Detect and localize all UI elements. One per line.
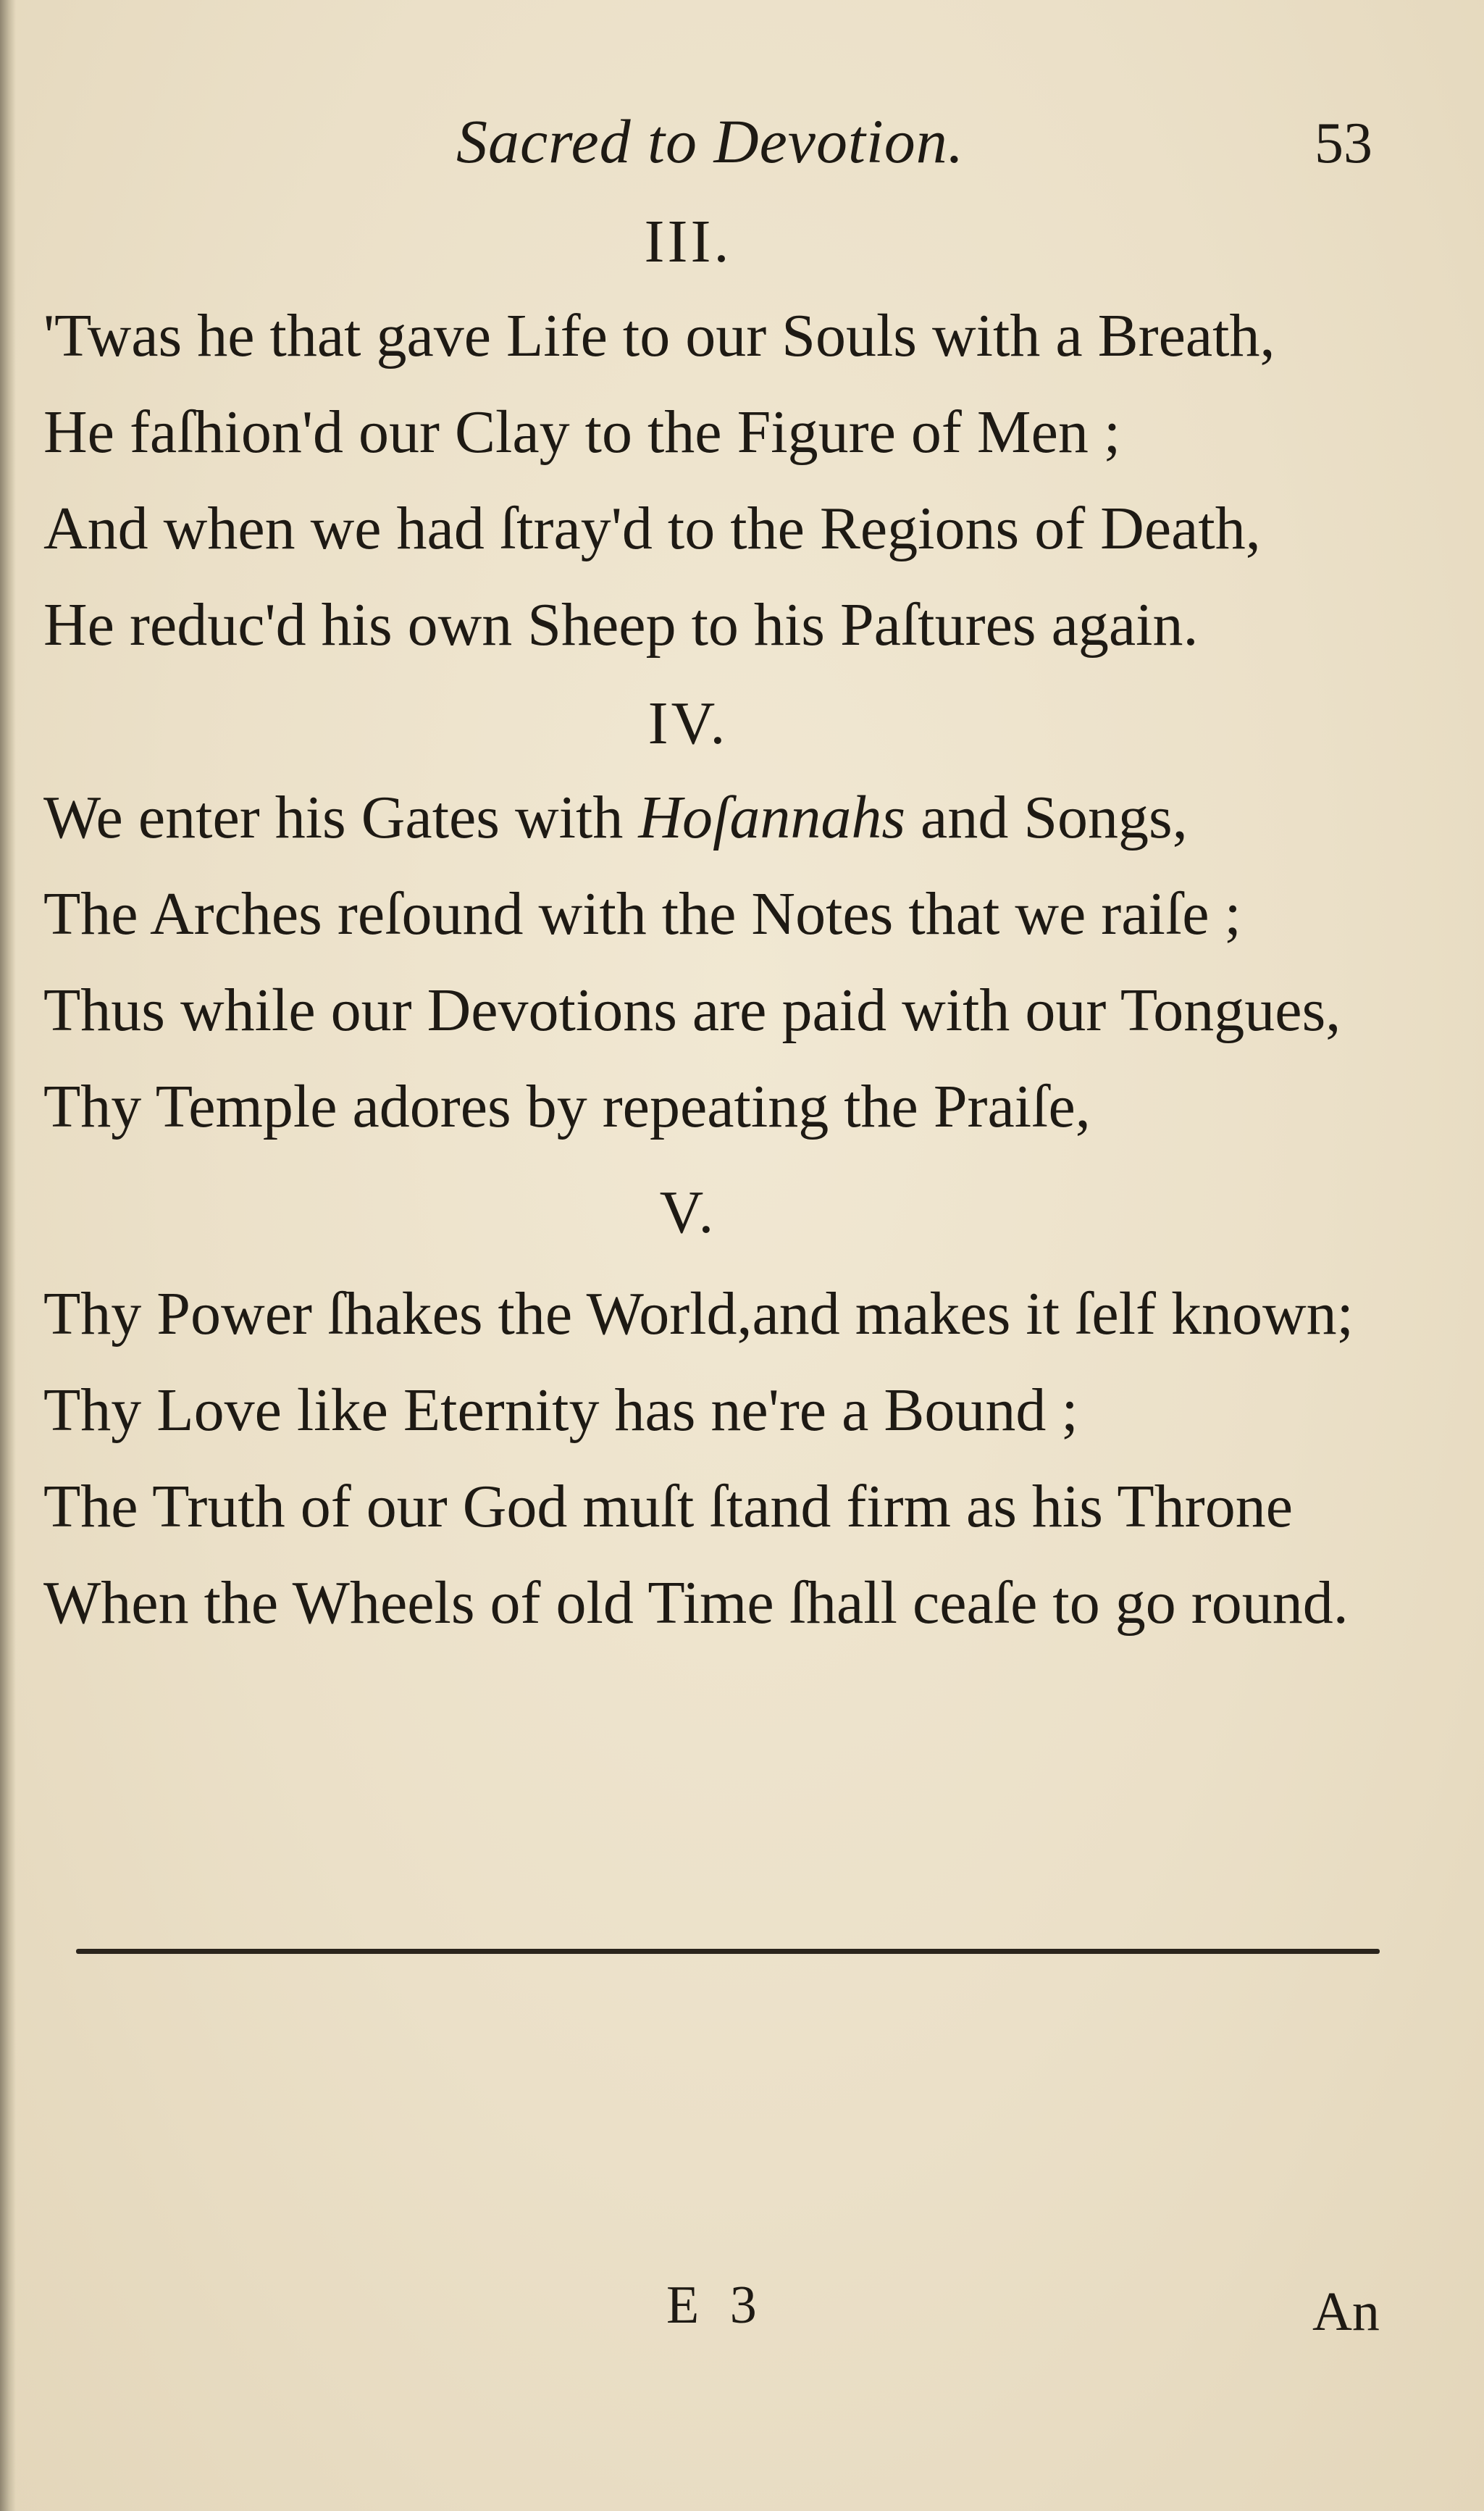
verse-line: Thy Power ſhakes the World,and makes it ſelf known; bbox=[43, 1280, 1354, 1348]
stanza-number: V. bbox=[659, 1179, 717, 1246]
verse-line: And when we had ſtray'd to the Regions of Death, bbox=[43, 495, 1261, 562]
stanza-number: IV. bbox=[647, 690, 729, 757]
verse-text: We enter his Gates with bbox=[43, 784, 639, 851]
catchword: An bbox=[1312, 2281, 1380, 2342]
verse-line bbox=[43, 782, 1188, 853]
running-title: Sacred to Devotion. bbox=[456, 106, 965, 176]
verse-line: Thy Temple adores by repeating the Praiſe, bbox=[43, 1073, 1091, 1140]
verse-line: Thy Love like Eternity has ne're a Bound ; bbox=[43, 1376, 1078, 1444]
verse-line: Thus while our Devotions are paid with our Tongues, bbox=[43, 977, 1341, 1044]
verse-line: The Truth of our God muſt ſtand firm as his Throne bbox=[43, 1473, 1293, 1540]
verse-text: and Songs, bbox=[905, 784, 1188, 851]
page-gutter-shadow bbox=[0, 0, 16, 2511]
verse-italic-word: Hoſannahs bbox=[638, 784, 906, 851]
verse-line: When the Wheels of old Time ſhall ceaſe to go round. bbox=[43, 1569, 1349, 1637]
page-number: 53 bbox=[1315, 112, 1372, 175]
verse-line: The Arches reſound with the Notes that we raiſe ; bbox=[43, 880, 1241, 948]
horizontal-rule bbox=[76, 1949, 1380, 1954]
verse-line: He reduc'd his own Sheep to his Paſtures again. bbox=[43, 591, 1199, 659]
stanza-number: III. bbox=[644, 208, 732, 275]
page-header bbox=[0, 105, 1484, 185]
verse-line: 'Twas he that gave Life to our Souls with a Breath, bbox=[43, 302, 1275, 369]
signature-mark: E 3 bbox=[666, 2276, 766, 2335]
verse-line: He faſhion'd our Clay to the Figure of Men ; bbox=[43, 398, 1121, 466]
